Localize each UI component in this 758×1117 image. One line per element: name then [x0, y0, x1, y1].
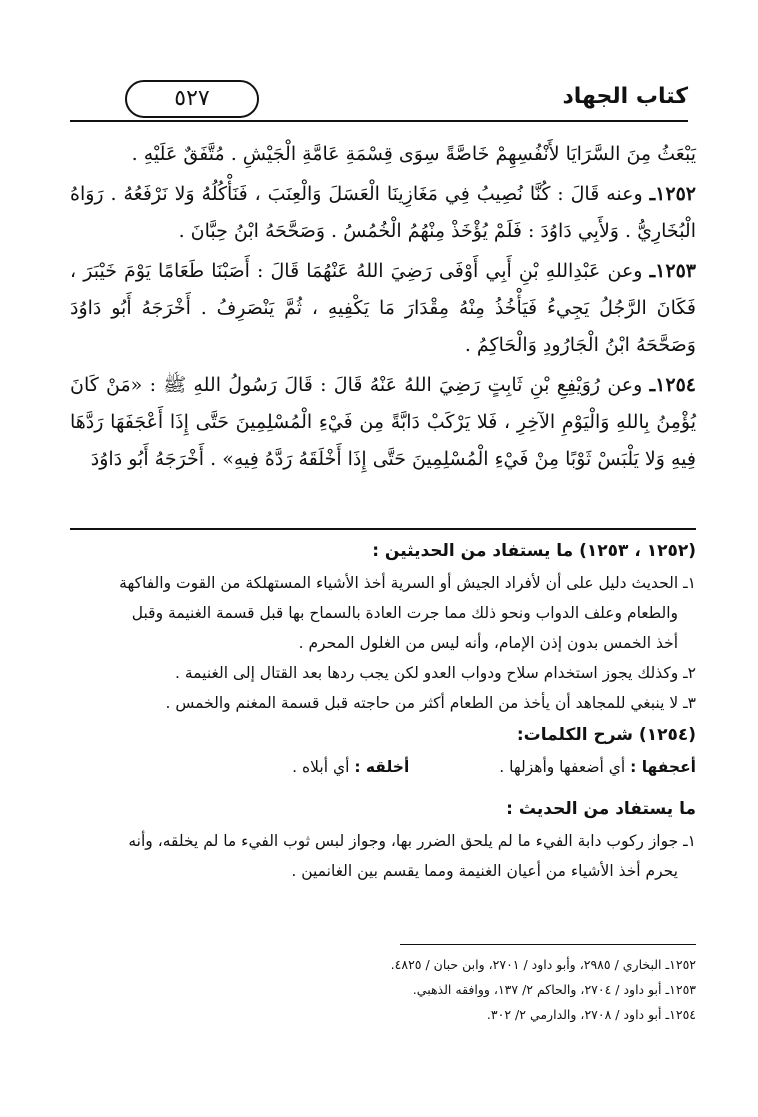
hadith-continuation: يَبْعَثُ مِنَ السَّرَايَا لأَنْفُسِهِمْ خَاصَّةً سِوَى قِسْمَةِ عَامَّةِ الْجَيْشِ . مُتَّفَقٌ عَلَيْهِ . — [131, 143, 696, 165]
hadith-body: وعن عَبْدِاللهِ بْنِ أَبِي أَوْفَى رَضِيَ اللهُ عَنْهُمَا قَالَ : أَصَبْنَا طَعَامًا يَوْمَ خَيْبَرَ ، فَكَانَ الرَّجُلُ يَجِيءُ فَيَأْخُذُ مِنْهُ مِقْدَارَ مَا يَكْفِيهِ ، ثُمَّ يَنْصَرِفُ . أَخْرَجَهُ أَبُو دَاوُدَ وَصَحَّحَهُ ابْنُ الْجَارُودِ وَالْحَاكِمُ . — [70, 260, 696, 356]
hadith-1254 — [70, 367, 696, 478]
word-definitions — [70, 752, 696, 782]
benefit-item-2: ٢ـ وكذلك يجوز استخدام سلاح ودواب العدو لكن يجب ردها بعد القتال إلى الغنيمة . — [175, 664, 696, 682]
footnote-divider — [400, 944, 696, 945]
benefit-item-1254: ١ـ جواز ركوب دابة الفيء ما لم يلحق الضرر بها، وجواز لبس ثوب الفيء ما لم يخلقه، وأنه يحرم أخذ الأشياء من أعيان الغنيمة ومما يقسم بين الغانمين . — [128, 832, 696, 880]
page-number-badge: ٥٢٧ — [125, 80, 259, 118]
hadith-body: وعنه قَالَ : كُنَّا نُصِيبُ فِي مَغَازِينَا الْعَسَلَ وَالْعِنَبَ ، فَنَأْكُلُهُ وَلا نَرْفَعُهُ . رَوَاهُ الْبُخَارِيُّ . وَلأَبِي دَاوُدَ : فَلَمْ يُؤْخَذْ مِنْهُمُ الْخُمُسُ . وَصَحَّحَهُ ابْنُ حِبَّانَ . — [70, 183, 696, 242]
hadith-text — [70, 136, 696, 481]
hadith-1252 — [70, 176, 696, 250]
hadith-number: ١٢٥٢ـ — [649, 183, 696, 205]
word-definition-2: أخلقه : أي أبلاه . — [292, 758, 410, 776]
benefits-heading-1254: ما يستفاد من الحديث : — [506, 799, 696, 819]
hadith-number: ١٢٥٤ـ — [649, 374, 696, 396]
word-definition-1: أعجفها : أي أضعفها وأهزلها . — [499, 758, 696, 776]
benefit-item-3: ٣ـ لا ينبغي للمجاهد أن يأخذ من الطعام أكثر من حاجته قبل قسمة المغنم والخمس . — [165, 694, 696, 712]
footnotes — [70, 952, 696, 1027]
words-heading-1254: (١٢٥٤) شرح الكلمات: — [516, 725, 696, 745]
section-divider — [70, 528, 696, 530]
hadith-1253 — [70, 253, 696, 364]
commentary — [70, 534, 696, 886]
hadith-number: ١٢٥٣ـ — [649, 260, 696, 282]
page-header — [70, 78, 688, 128]
footnote-1252: ١٢٥٢ـ البخاري / ٢٩٨٥، وأبو داود / ٢٧٠١، وابن حبان / ٤٨٢٥. — [390, 957, 696, 972]
header-divider — [70, 120, 688, 122]
chapter-title: كتاب الجهاد — [562, 84, 688, 109]
footnote-1254: ١٢٥٤ـ أبو داود / ٢٧٠٨، والدارمي ٢/ ٣٠٢. — [486, 1007, 696, 1022]
hadith-body: وعن رُوَيْفِعِ بْنِ ثَابِتٍ رَضِيَ اللهُ عَنْهُ قَالَ : قَالَ رَسُولُ اللهِ ﷺ : «مَنْ كَانَ يُؤْمِنُ بِاللهِ وَالْيَوْمِ الآخِرِ ، فَلا يَرْكَبْ دَابَّةً مِن فَيْءِ الْمُسْلِمِينَ حَتَّى إِذَا أَعْجَفَهَا رَدَّهَا فِيهِ وَلا يَلْبَسْ ثَوْبًا مِنْ فَيْءِ الْمُسْلِمِينَ حَتَّى إِذَا أَخْلَقَهُ رَدَّهُ فِيهِ» . أَخْرَجَهُ أَبُو دَاوُدَ — [70, 374, 696, 470]
benefit-item-1: ١ـ الحديث دليل على أن لأفراد الجيش أو السرية أخذ الأشياء المستهلكة من القوت والفاكهة والطعام وعلف الدواب ونحو ذلك مما جرت العادة بالسماح بها قبل قسمة الغنيمة وقبل أخذ الخمس بدون إذن الإمام، وأنه ليس من الغلول المحرم . — [119, 574, 696, 652]
benefits-heading-1252: (١٢٥٢ ، ١٢٥٣) ما يستفاد من الحديثين : — [372, 541, 696, 561]
footnote-1253: ١٢٥٣ـ أبو داود / ٢٧٠٤، والحاكم ٢/ ١٣٧، ووافقه الذهبي. — [412, 982, 696, 997]
